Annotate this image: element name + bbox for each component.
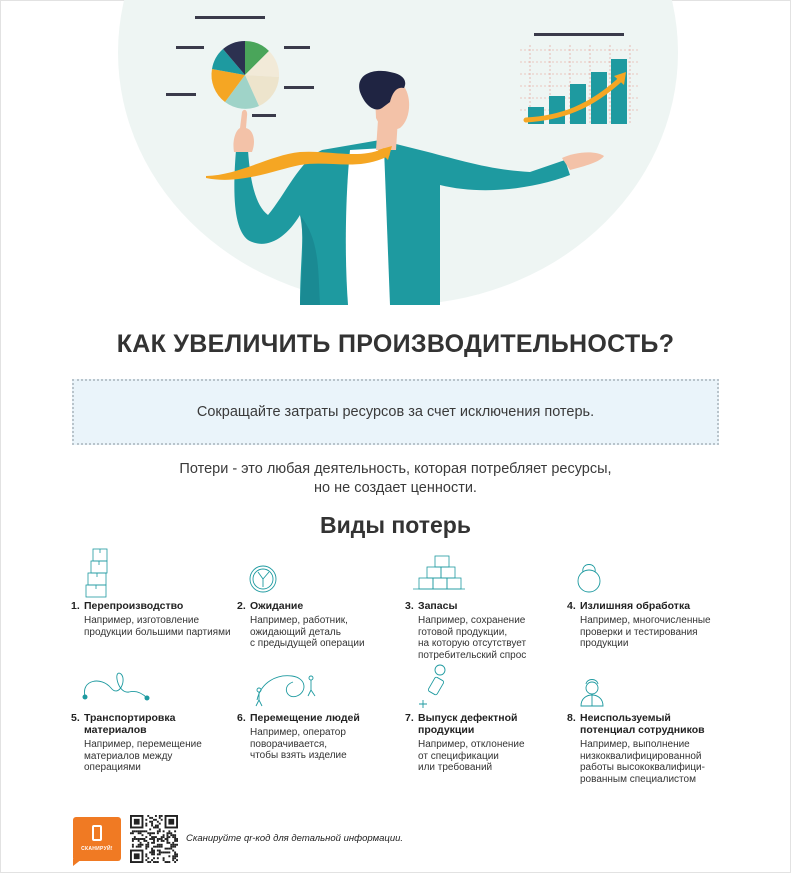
qr-footer [73, 815, 573, 865]
businessman-figure [206, 71, 604, 305]
scan-badge-tail [73, 859, 82, 866]
stacked-boxes-icon [71, 548, 131, 598]
phone-icon [92, 825, 102, 841]
waste-number: 4. [567, 600, 576, 612]
waste-item-waiting [237, 548, 407, 648]
pie-chart-icon [211, 41, 279, 109]
definition-line-1: Потери - это любая деятельность, которая потребляет ресурсы, [179, 461, 612, 477]
clock-icon [237, 548, 297, 598]
waste-description: Например, перемещение материалов между операциями [84, 739, 202, 773]
businessman-illustration [0, 0, 791, 310]
waste-label: Ожидание [250, 600, 304, 612]
waste-number: 1. [71, 600, 80, 612]
transport-path-icon [71, 660, 161, 710]
waste-description: Например, сохранение готовой продукции, на которую отсутствует потребительский спрос [418, 615, 527, 661]
waste-description: Например, оператор поворачивается, чтобы взять изделие [250, 727, 347, 761]
waste-item-transportation [71, 660, 241, 773]
waste-description: Например, многочисленные проверки и тестирования продукции [580, 615, 711, 649]
waste-item-overproduction [71, 548, 241, 648]
waste-number: 6. [237, 712, 246, 724]
waste-number: 5. [71, 712, 80, 724]
scan-badge[interactable] [73, 817, 121, 861]
waste-label: Запасы [418, 600, 458, 612]
qr-code-icon[interactable] [130, 815, 178, 863]
waste-label: Перемещение людей [250, 712, 360, 724]
waste-label: Неиспользуемый потенциал сотрудников [580, 712, 705, 736]
waste-item-overprocessing [567, 548, 737, 648]
waste-label: Выпуск дефектной продукции [418, 712, 518, 736]
employee-icon [567, 660, 627, 710]
section-title: Виды потерь [320, 512, 471, 538]
waste-description: Например, выполнение низкоквалифицированной работы высококвалифици- рованным специалистом [580, 739, 705, 785]
kettlebell-icon [567, 548, 627, 598]
waste-number: 8. [567, 712, 576, 724]
waste-description: Например, работник, ожидающий деталь с предыдущей операции [250, 615, 365, 649]
waste-label: Транспортировка материалов [84, 712, 176, 736]
waste-item-motion [237, 660, 407, 770]
waste-description: Например, отклонение от спецификации или требований [418, 739, 525, 773]
waste-number: 7. [405, 712, 414, 724]
definition-text [0, 460, 791, 498]
waste-item-inventory [405, 548, 575, 661]
waste-label: Излишняя обработка [580, 600, 691, 612]
waste-number: 3. [405, 600, 414, 612]
waste-description: Например, изготовление продукции большими партиями [84, 615, 231, 638]
growth-chart-icon [520, 45, 640, 125]
lead-box [72, 379, 719, 445]
defect-icon [405, 660, 465, 710]
hero-illustration [0, 0, 791, 310]
walking-people-icon [237, 660, 327, 710]
waste-item-unused-talent [567, 660, 737, 785]
waste-number: 2. [237, 600, 246, 612]
page-title: КАК УВЕЛИЧИТЬ ПРОИЗВОДИТЕЛЬНОСТЬ? [116, 330, 675, 358]
waste-item-defects [405, 660, 575, 773]
definition-line-2: но не создает ценности. [314, 480, 477, 496]
scan-badge-label: СКАНИРУЙ! [81, 846, 113, 852]
lead-text: Сокращайте затраты ресурсов за счет исключения потерь. [196, 404, 595, 420]
waste-label: Перепроизводство [84, 600, 184, 612]
qr-caption: Сканируйте qr-код для детальной информации. [186, 833, 404, 844]
box-pyramid-icon [405, 548, 465, 598]
